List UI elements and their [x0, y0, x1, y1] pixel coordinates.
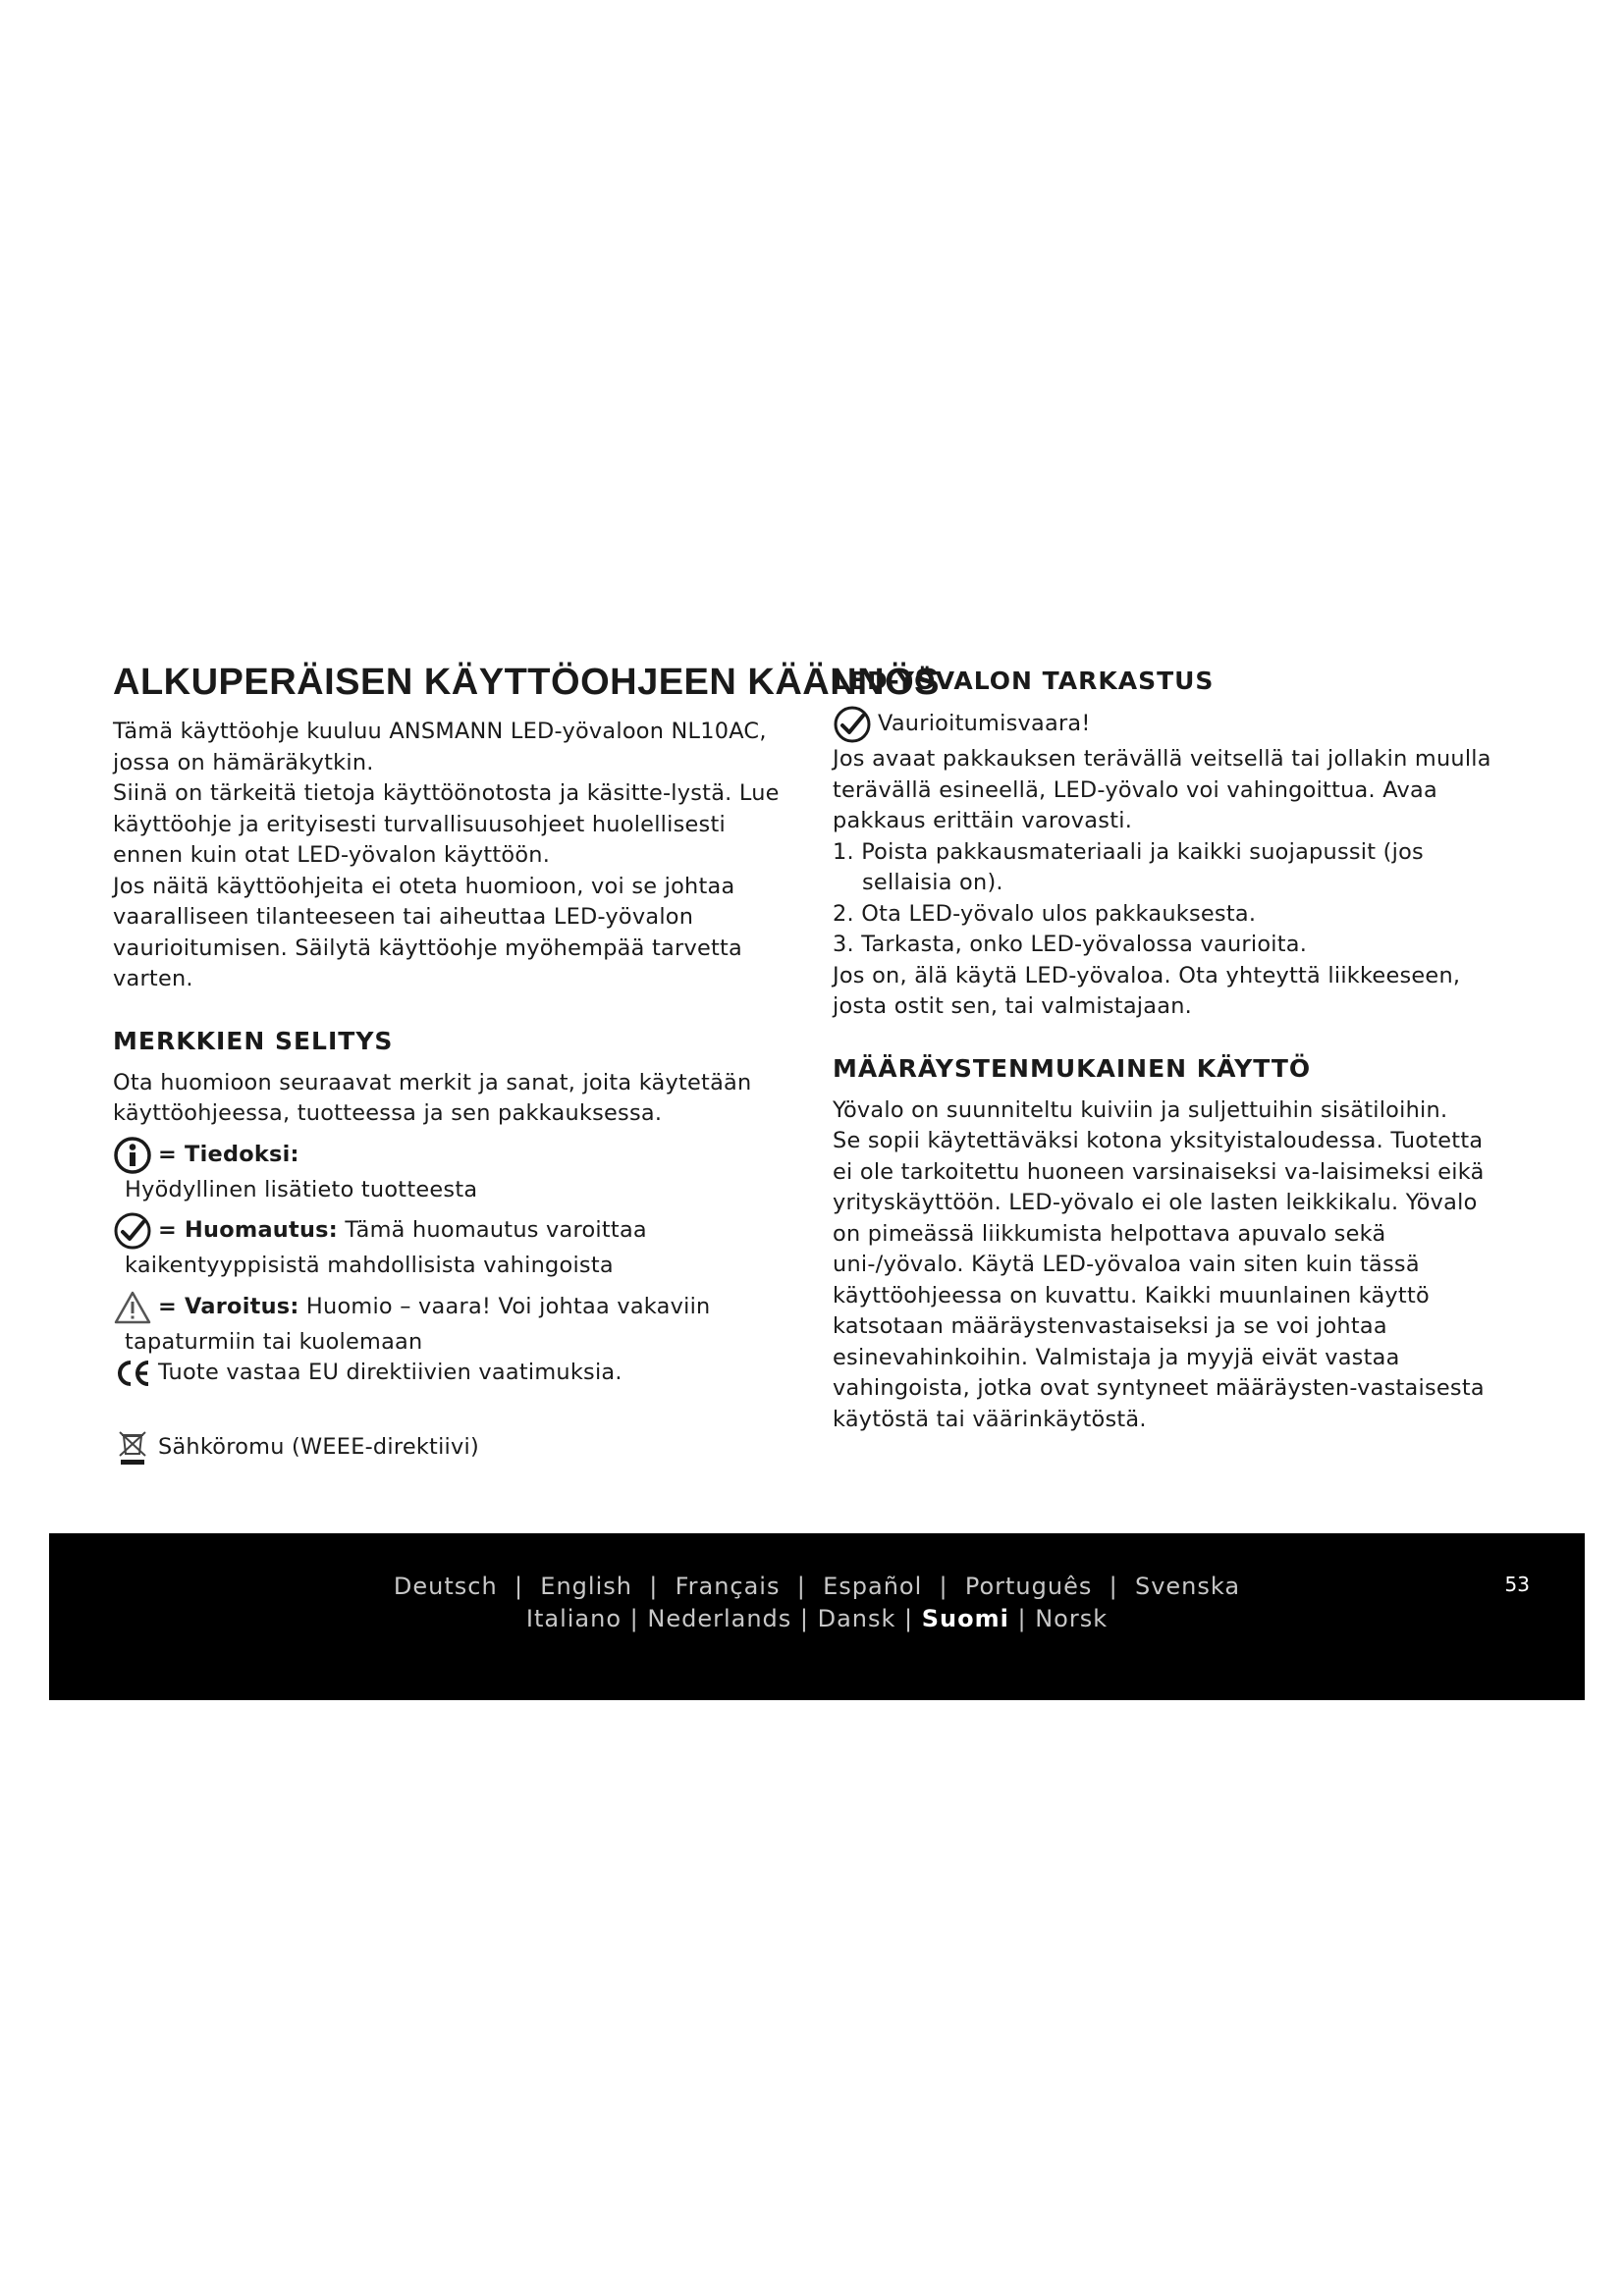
check-circle-icon: [113, 1211, 152, 1251]
legend-weee: [113, 1432, 790, 1468]
inspection-paragraph-1: Jos avaat pakkauksen terävällä veitsellä tai jollakin muulla terävällä esineellä, LED-yövalo voi vahingoittua. Avaa pakkaus erittäin varovasti.: [833, 746, 1491, 833]
legend-note: [113, 1215, 790, 1251]
legend-warning: [113, 1292, 790, 1327]
current-language: Suomi: [921, 1605, 1009, 1632]
warning-text-a: Huomio – vaara! Voi johtaa vakaviin: [305, 1293, 711, 1319]
language-line-1: Deutsch | English | Français | Español | Português | Svenska: [393, 1573, 1241, 1600]
weee-text: Sähköromu (WEEE-direktiivi): [158, 1434, 479, 1460]
weee-bin-icon: [113, 1428, 152, 1468]
legend-info: [113, 1140, 790, 1175]
intended-use-paragraph-2: Se sopii käytettäväksi kotona yksityistaloudessa. Tuotetta ei ole tarkoitettu huoneen varsinaiseksi va-laisimeksi eikä yrityskäyttöön. LED-yövalo ei ole lasten leikkikalu. Yövalo on pimeässä liikkumista helpottava apuvalo sekä uni-/yövalo. Käytä LED-yövaloa vain siten kuin tässä käyttöohjeessa on kuvattu. Kaikki muunlainen käyttö katsotaan määräystenvastaiseksi ja se voi johtaa esinevahinkoihin. Valmistaja ja myyjä eivät vastaa vahingoista, jotka ovat syntyneet määräysten-vastaisesta käytöstä tai väärinkäytöstä.: [833, 1128, 1485, 1432]
intro-paragraph-2: Siinä on tärkeitä tietoja käyttöönotosta ja käsitte-lystä. Lue käyttöohje ja erityisesti turvallisuusohjeet huolellisesti ennen kuin otat LED-yövalon käyttöön.: [113, 780, 780, 868]
page-number: 53: [1504, 1573, 1530, 1596]
warning-label: = Varoitus:: [158, 1293, 299, 1319]
intended-use-paragraph-1: Yövalo on suunniteltu kuiviin ja suljettuihin sisätiloihin.: [833, 1096, 1448, 1123]
step-item: 2. Ota LED-yövalo ulos pakkauksesta.: [833, 900, 1257, 927]
intended-use-heading: MÄÄRÄYSTENMUKAINEN KÄYTTÖ: [833, 1053, 1312, 1083]
ce-text: Tuote vastaa EU direktiivien vaatimuksia.: [158, 1360, 623, 1385]
intro-paragraph-3: Jos näitä käyttöohjeita ei oteta huomioon, voi se johtaa vaaralliseen tilanteeseen tai aiheuttaa LED-yövalon vaurioitumisen. Säilytä käyttöohje myöhempää tarvetta varten.: [113, 873, 742, 991]
damage-warning-text: Vaurioitumisvaara!: [878, 711, 1091, 736]
note-text-b: kaikentyyppisistä mahdollisista vahingoista: [125, 1253, 614, 1278]
intro-paragraph-1: Tämä käyttöohje kuuluu ANSMANN LED-yövaloon NL10AC, jossa on hämäräkytkin.: [113, 719, 767, 775]
ce-mark-icon: [113, 1354, 152, 1393]
step-item: 3. Tarkasta, onko LED-yövalossa vaurioita.: [833, 932, 1308, 957]
note-text-a: Tämä huomautus varoittaa: [345, 1217, 647, 1243]
language-line-2: [49, 1603, 1585, 1635]
warning-triangle-icon: [113, 1288, 152, 1327]
language-line-2-before: Italiano | Nederlands | Dansk |: [525, 1605, 922, 1632]
legend-heading: MERKKIEN SELITYS: [113, 1026, 394, 1055]
legend-intro: Ota huomioon seuraavat merkit ja sanat, joita käytetään käyttöohjeessa, tuotteessa ja sen pakkauksessa.: [113, 1069, 752, 1126]
left-column: [113, 660, 941, 1468]
note-label: = Huomautus:: [158, 1217, 338, 1243]
step-item: 1. Poista pakkausmateriaali ja kaikki suojapussit (jos sellaisia on).: [833, 838, 1424, 895]
check-circle-icon: [833, 705, 872, 744]
right-column: [833, 660, 1510, 1435]
language-footer: [49, 1533, 1585, 1700]
language-line-2-after: | Norsk: [1008, 1605, 1109, 1632]
inspection-steps: [833, 837, 1510, 961]
page-title: ALKUPERÄISEN KÄYTTÖOHJEEN KÄÄNNÖS: [113, 662, 941, 703]
legend-ce: [113, 1358, 790, 1393]
warning-text-b: tapaturmiin tai kuolemaan: [125, 1328, 423, 1355]
inspection-heading: LED-YÖVALON TARKASTUS: [833, 667, 1215, 695]
info-text: Hyödyllinen lisätieto tuotteesta: [125, 1176, 478, 1202]
info-label: = Tiedoksi:: [158, 1141, 299, 1167]
info-icon: [113, 1136, 152, 1175]
inspection-paragraph-2: Jos on, älä käytä LED-yövaloa. Ota yhteyttä liikkeeseen, josta ostit sen, tai valmistajaan.: [833, 962, 1461, 1019]
damage-warning-row: [833, 709, 1510, 744]
language-list: [49, 1571, 1585, 1635]
